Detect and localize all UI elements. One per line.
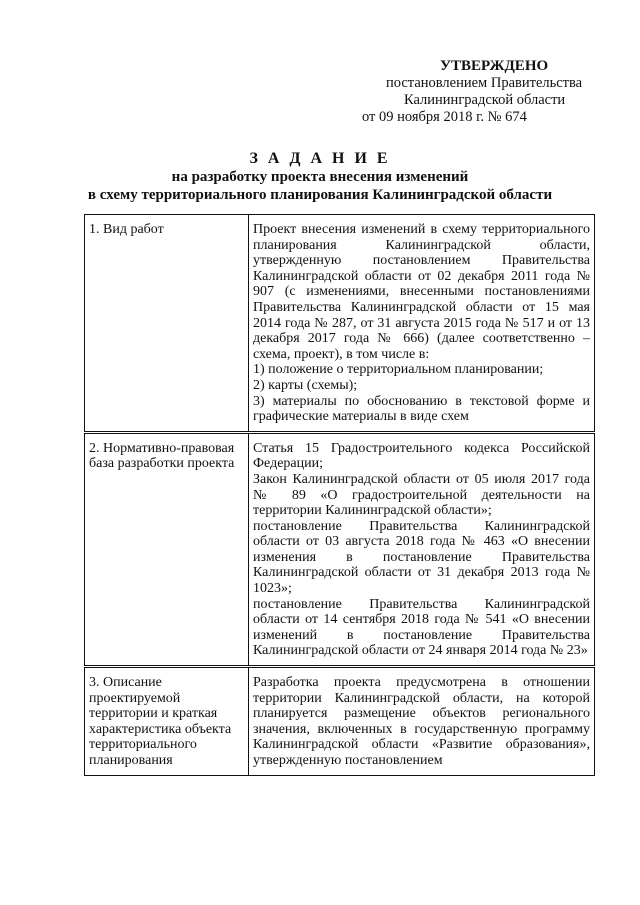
table-row — [85, 667, 595, 776]
title-line-3: в схему территориального планирования Калининградской области — [87, 187, 553, 203]
row-paragraph: 2) карты (схемы); — [253, 377, 358, 393]
row-paragraph: Проект внесения изменений в схему территориального планирования Калининградской области, утвержденную постановлением Правительства Калининградской области от 02 декабря 2011 года № 907 (с изменениями, внесенными постановлениями Правительства Калининградской области от 15 мая 2014 года № 287, от 31 августа 2015 года № 517 и от 13 декабря 2017 года № 666) (далее соответственно – схема, проект), в том числе в: — [253, 222, 590, 362]
row-label: 1. Вид работ — [85, 215, 249, 433]
table-row — [85, 215, 595, 433]
approval-line-2: постановлением Правительства — [386, 75, 583, 91]
table-row — [85, 432, 595, 666]
row-paragraph: Закон Калининградской области от 05 июля 2017 года № 89 «О градостроительной деятельности на территории Калининградской области»; — [253, 471, 590, 519]
row-content — [249, 215, 595, 433]
row-paragraph: 3) материалы по обоснованию в текстовой форме и графические материалы в виде схем — [253, 393, 590, 425]
row-content — [249, 432, 595, 666]
title-line-2: на разработку проекта внесения изменений — [171, 169, 469, 185]
row-paragraph: постановление Правительства Калининградской области от 03 августа 2018 года № 463 «О внесении изменения в постановление Правительства Калининградской области от 31 декабря 2013 года № 1023»; — [253, 518, 590, 597]
task-table — [84, 214, 595, 776]
approval-stamp — [360, 58, 610, 126]
row-paragraph: 1) положение о территориальном планировании; — [253, 362, 544, 378]
row-paragraph: Разработка проекта предусмотрена в отношении территории Калининградской области, на которой планируется размещение объектов регионального значения, включенных в государственную программу Калининградской области «Развитие образования», утвержденную постановлением — [253, 675, 590, 768]
title-line-1: З А Д А Н И Е — [249, 150, 391, 167]
approval-line-4: от 09 ноября 2018 г. № 674 — [362, 109, 527, 125]
document-title — [0, 150, 640, 204]
row-content — [249, 667, 595, 776]
approved-heading: УТВЕРЖДЕНО — [440, 58, 549, 74]
row-label: 3. Описание проектируемой территории и краткая характеристика объекта территориального планирования — [85, 667, 249, 776]
approval-line-3: Калининградской области — [404, 92, 566, 108]
row-paragraph: Статья 15 Градостроительного кодекса Российской Федерации; — [253, 440, 590, 472]
row-paragraph: постановление Правительства Калининградской области от 14 сентября 2018 года № 541 «О внесении изменений в постановление Правительства Калининградской области от 24 января 2014 года № 23» — [253, 596, 590, 659]
row-label: 2. Нормативно-правовая база разработки проекта — [85, 432, 249, 666]
